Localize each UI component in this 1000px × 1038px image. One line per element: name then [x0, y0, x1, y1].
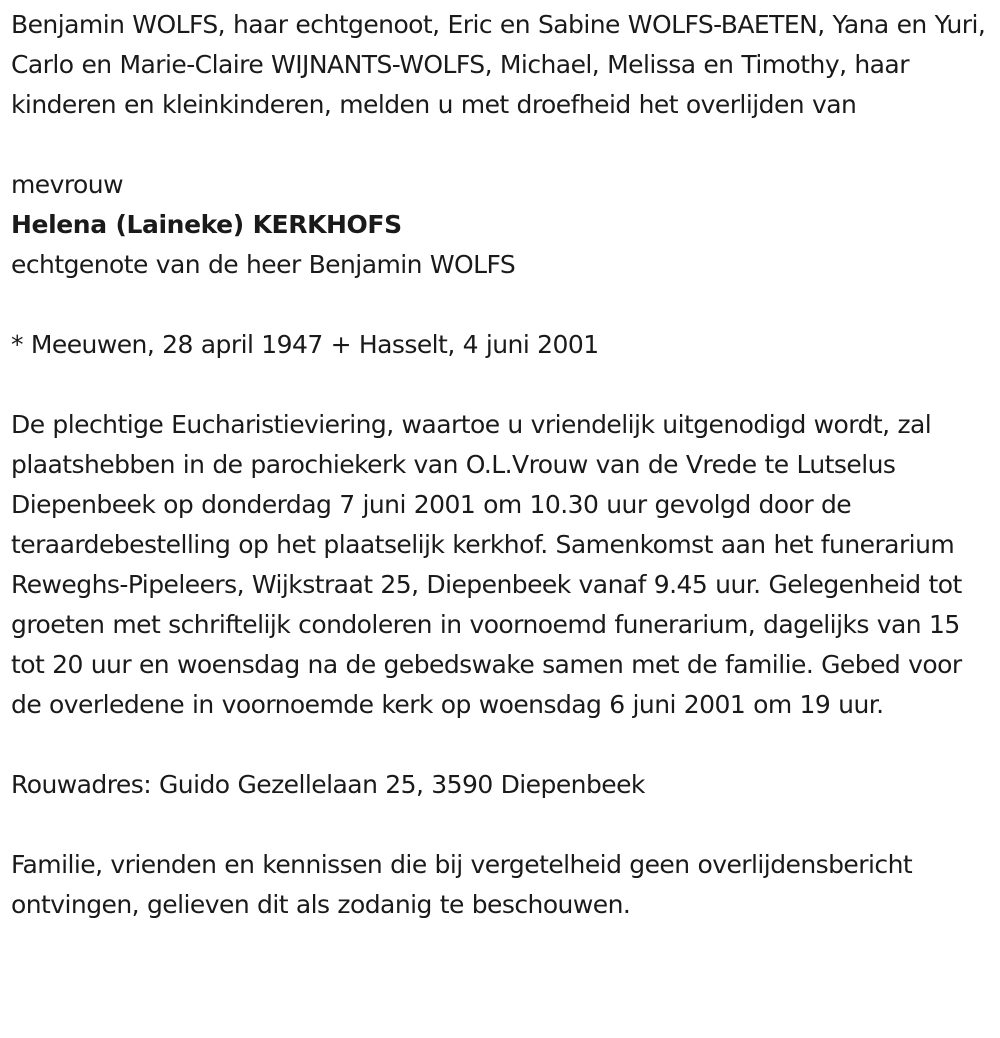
intro-paragraph: Benjamin WOLFS, haar echtgenoot, Eric en Sabine WOLFS-BAETEN, Yana en Yuri, Carlo en Marie-Claire WIJNANTS-WOLFS, Michael, Melissa en Timothy, haar kinderen en kleinkinderen, melden u met droefheid het overlijden van	[11, 10, 986, 119]
ceremony-paragraph: De plechtige Eucharistieviering, waartoe u vriendelijk uitgenodigd wordt, zal plaatshebben in de parochiekerk van O.L.Vrouw van de Vrede te Lutselus Diepenbeek op donderdag 7 juni 2001 om 10.30 uur gevolgd door de teraardebestelling op het plaatselijk kerkhof. Samenkomst aan het funerarium Reweghs-Pipeleers, Wijkstraat 25, Diepenbeek vanaf 9.45 uur. Gelegenheid tot groeten met schriftelijk condoleren in voornoemd funerarium, dagelijks van 15 tot 20 uur en woensdag na de gebedswake samen met de familie. Gebed voor de overledene in voornoemde kerk op woensdag 6 juni 2001 om 19 uur.	[11, 410, 962, 719]
relation-line: echtgenote van de heer Benjamin WOLFS	[11, 250, 516, 279]
spacer	[11, 365, 996, 405]
death-notice	[11, 5, 996, 925]
spacer	[11, 125, 996, 165]
deceased-name: Helena (Laineke) KERKHOFS	[11, 210, 402, 239]
spacer	[11, 805, 996, 845]
closing-paragraph: Familie, vrienden en kennissen die bij vergetelheid geen overlijdensbericht ontvingen, gelieven dit als zodanig te beschouwen.	[11, 850, 913, 919]
spacer	[11, 285, 996, 325]
salutation: mevrouw	[11, 170, 123, 199]
mourning-address: Rouwadres: Guido Gezellelaan 25, 3590 Diepenbeek	[11, 770, 645, 799]
birth-death-dates: * Meeuwen, 28 april 1947 + Hasselt, 4 juni 2001	[11, 330, 599, 359]
spacer	[11, 725, 996, 765]
